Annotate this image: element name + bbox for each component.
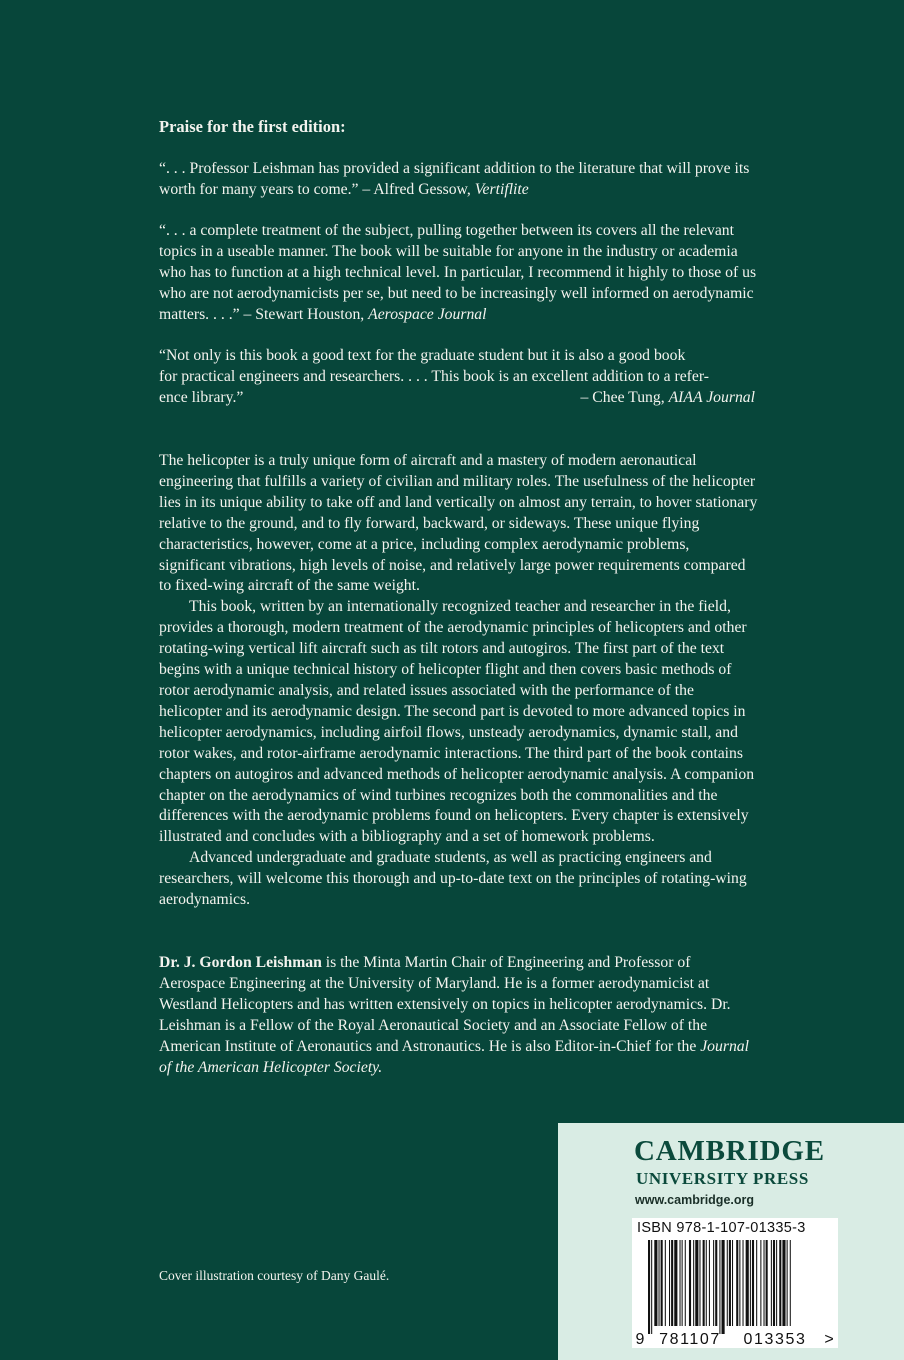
barcode-bar (648, 1240, 650, 1334)
barcode-bar (776, 1240, 777, 1326)
cover-credit: Cover illustration courtesy of Dany Gaulé. (159, 1268, 390, 1283)
publisher-name: CAMBRIDGE (634, 1135, 825, 1167)
barcode-bar (680, 1240, 681, 1326)
barcode-bar (669, 1240, 670, 1326)
barcode-bar (764, 1240, 765, 1326)
barcode-end-mark: > (824, 1331, 834, 1348)
barcode-bar (719, 1240, 720, 1334)
barcode-bar (782, 1240, 785, 1326)
barcode-bar (651, 1240, 652, 1334)
quote-text: “. . . a complete treatment of the subject, pulling together between its covers all the relevant topics in a useable manner. The book will be suitable for anyone in the industry or academia who has to function at a high technical level. In particular, I recommend it highly to those of us who are not aerodynamicists per se, but need to be increasingly well informed on aerodynamic matters. . . .” – Stewart Houston, (159, 222, 757, 323)
barcode-bars (648, 1240, 791, 1334)
barcode-bar (661, 1240, 663, 1326)
barcode-left-digits: 781107 (659, 1331, 721, 1348)
barcode-bar (752, 1240, 754, 1326)
barcode-bar (674, 1240, 677, 1326)
barcode-bar (743, 1240, 744, 1326)
barcode-bar (750, 1240, 751, 1326)
barcode-bar (756, 1240, 757, 1326)
barcode-bar (699, 1240, 700, 1326)
barcode-bar (736, 1240, 738, 1326)
barcode-bar (685, 1240, 686, 1326)
barcode-bar (771, 1240, 772, 1326)
quote-text: “. . . Professor Leishman has provided a significant addition to the literature that will prove its worth for many years to come.” – Alfred Gessow, (159, 160, 750, 198)
barcode-bar (665, 1240, 666, 1326)
publisher-panel (558, 1123, 904, 1360)
barcode-right-digits: 013353 (743, 1331, 807, 1348)
barcode-bar (787, 1240, 788, 1326)
quote-gessow (159, 159, 759, 201)
barcode-bar (732, 1240, 733, 1326)
description-paragraph: This book, written by an internationally recognized teacher and researcher in the field, provides a thorough, modern treatment of the aerodynamic principles of helicopters and other rotating-wing vertical lift aircraft such as tilt rotors and autogiros. The first part of the text begins with a unique technical history of helicopter flight and then covers basic methods of rotor aerodynamic analysis, and related issues associated with the performance of the helicopter and its aerodynamic design. The second part is devoted to more advanced topics in helicopter aerodynamics, including airfoil flows, unsteady aerodynamics, dynamic stall, and rotor wakes, and rotor-airframe aerodynamic interactions. The third part of the book contains chapters on autogiros and advanced methods of helicopter aerodynamic analysis. A companion chapter on the aerodynamics of wind turbines recognizes both the commonalities and the differences with the aerodynamic problems found on helicopters. Every chapter is extensively illustrated and concludes with a bibliography and a set of homework problems. (159, 598, 755, 846)
barcode-bar (766, 1240, 768, 1326)
barcode-bar (715, 1240, 717, 1326)
quote-attribution (581, 388, 755, 409)
quote-tung (159, 346, 759, 409)
barcode-bar (659, 1240, 660, 1326)
quote-source: Aerospace Journal (368, 305, 487, 323)
author-name: Dr. J. Gordon Leishman (159, 954, 322, 971)
barcode-bar (729, 1240, 731, 1326)
barcode-bar (727, 1240, 728, 1326)
isbn-label: ISBN 978-1-107-01335-3 (637, 1220, 806, 1236)
publisher-press: UNIVERSITY PRESS (636, 1169, 809, 1188)
quote-line: for practical engineers and researchers. . . . This book is an excellent addition to a refer- (159, 367, 709, 385)
praise-heading: Praise for the first edition: (159, 117, 346, 136)
book-description (159, 451, 759, 911)
barcode-bar (773, 1240, 775, 1326)
barcode-box (632, 1218, 838, 1348)
barcode-bar (760, 1240, 761, 1326)
barcode-bar (671, 1240, 673, 1326)
quote-source: Vertiflite (474, 180, 529, 198)
barcode-bar (682, 1240, 683, 1326)
barcode-bar (709, 1240, 710, 1326)
barcode-bar (739, 1240, 740, 1326)
description-paragraph: Advanced undergraduate and graduate students, as well as practicing engineers and researchers, will welcome this thorough and up-to-date text on the principles of rotating-wing aerodynamics. (159, 849, 747, 909)
barcode-bar (713, 1240, 714, 1326)
quote-author: – Chee Tung, (580, 388, 669, 406)
barcode-bar (722, 1240, 725, 1334)
barcode-bar (706, 1240, 707, 1326)
barcode-bar (746, 1240, 749, 1326)
barcode-bar (703, 1240, 705, 1326)
journal-name: Journal of the American Helicopter Society. (159, 1037, 750, 1076)
author-bio (159, 953, 759, 1078)
barcode-bar (693, 1240, 694, 1326)
barcode-bar (689, 1240, 691, 1326)
quote-line (159, 388, 759, 409)
quote-line: “Not only is this book a good text for the graduate student but it is also a good book (159, 347, 686, 364)
barcode (632, 1240, 838, 1348)
description-paragraph: The helicopter is a truly unique form of aircraft and a mastery of modern aeronautical engineering that fulfills a variety of civilian and military roles. The usefulness of the helicopter lies in its unique ability to take off and land vertically on almost any terrain, to hover stationary relative to the ground, and to fly forward, backward, or sideways. These unique flying characteristics, however, come at a price, including complex aerodynamic problems, significant vibrations, high levels of noise, and relatively large power requirements compared to fixed-wing aircraft of the same weight. (159, 452, 758, 595)
quote-source: AIAA Journal (668, 388, 755, 406)
barcode-first-digit: 9 (635, 1331, 645, 1348)
quote-line-end: ence library.” (159, 388, 244, 406)
barcode-bar (779, 1240, 781, 1326)
quote-houston (159, 221, 759, 326)
barcode-bar (654, 1240, 657, 1326)
barcode-bar (695, 1240, 698, 1326)
publisher-url: www.cambridge.org (635, 1193, 755, 1207)
barcode-bar (790, 1240, 791, 1326)
bio-text: is the Minta Martin Chair of Engineering and Professor of Aerospace Engineering at the University of Maryland. He is a former aerodynamicist at Westland Helicopters and has written extensively on topics in helicopter aerodynamics. Dr. Leishman is a Fellow of the Royal Aeronautical Society and an Associate Fellow of the American Institute of Aeronautics and Astronautics. He is also Editor-in-Chief for the (159, 954, 731, 1055)
